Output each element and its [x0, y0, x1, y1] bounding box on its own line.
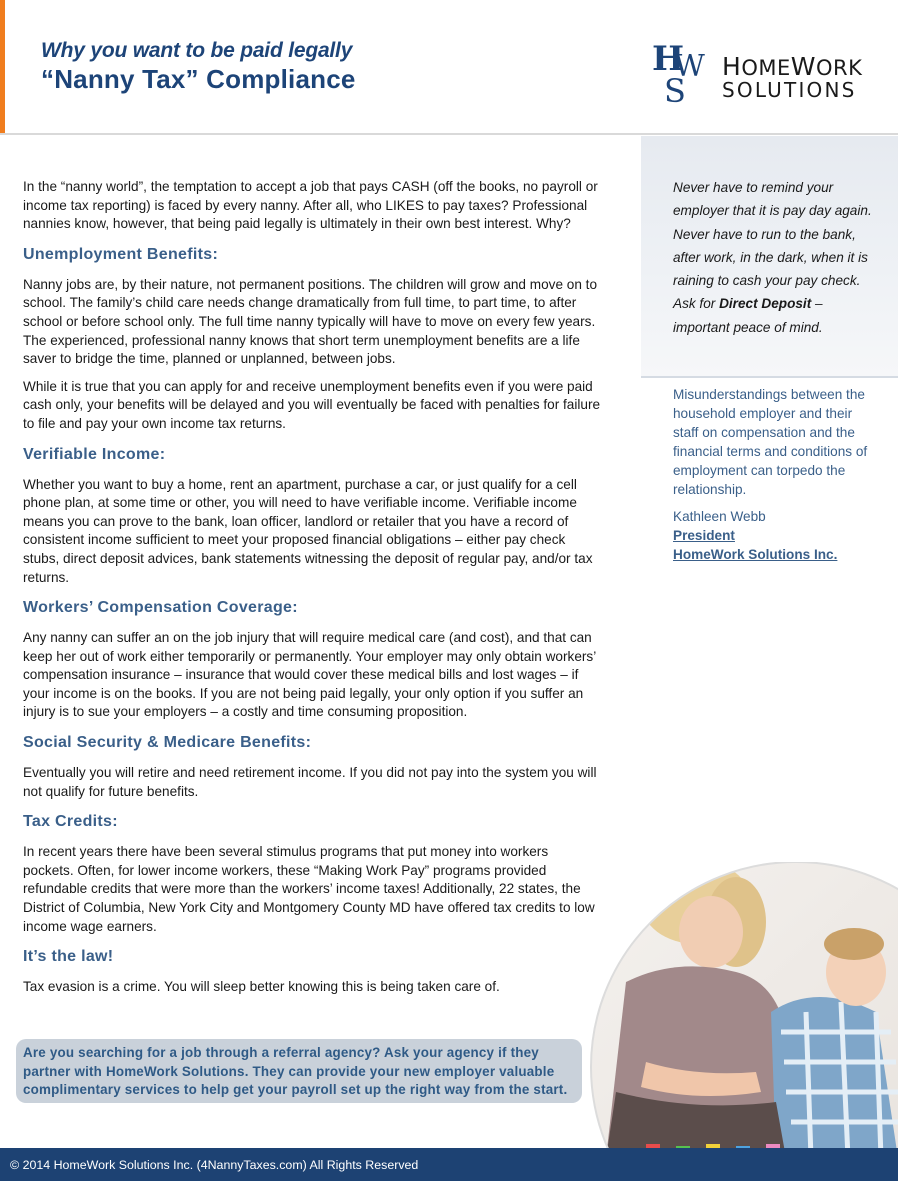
page-header: [0, 0, 898, 136]
paragraph-its-the-law: Tax evasion is a crime. You will sleep better knowing this is being taken care of.: [23, 979, 500, 995]
svg-text:H: H: [652, 40, 685, 79]
header-divider: [0, 133, 898, 135]
paragraph-verifiable-income: Whether you want to buy a home, rent an apartment, purchase a car, or just qualify for a cell phone plan, at some time or other, you will need to have verifiable income. Verifiable income means you can prove to the bank, loan officer, landlord or retailer that you have a record of consistent income sufficient to meet your proposed financial obligations – either pay check stubs, direct deposit advices, bank statements witnessing the deposit of regular pay, and/or tax returns.: [23, 476, 593, 585]
heading-workers-compensation: Workers’ Compensation Coverage:: [23, 599, 298, 617]
logo-wordmark-bottom: SOLUTIONS: [722, 78, 857, 102]
heading-social-security: Social Security & Medicare Benefits:: [23, 734, 312, 752]
page-footer: [0, 1148, 898, 1181]
paragraph-tax-credits: In recent years there have been several stimulus programs that put money into workers pockets. Often, for lower income workers, these “Making Work Pay” programs provided refundable credits that were more than the workers’ income taxes! Additionally, 22 states, the District of Columbia, New York City and Montgomery County MD have offered tax credits to low income wage earners.: [23, 844, 595, 934]
page-title: “Nanny Tax” Compliance: [41, 64, 356, 94]
paragraph-social-security: Eventually you will retire and need retirement income. If you did not pay into the system you will not qualify for future benefits.: [23, 765, 597, 799]
paragraph-unemployment-1: Nanny jobs are, by their nature, not permanent positions. The children will grow and move on to school. The family’s child care needs change dramatically from full time, to part time, to after school or before school only. The full time nanny typically will have to move on every few years. The experienced, professional nanny knows that short term unemployment benefits are a life saver to bridge the time, planned or unplanned, between jobs.: [23, 276, 598, 367]
sidebar-note: Misunderstandings between the household employer and their staff on compensation and the financial terms and conditions of employment can torpedo the relationship.: [673, 387, 868, 497]
callout-text: Are you searching for a job through a referral agency? Ask your agency if they partner with HomeWork Solutions. They can provide your new employer valuable complimentary services to help get your payroll set up the right way from the start.: [23, 1045, 568, 1098]
heading-its-the-law: It’s the law!: [23, 948, 114, 966]
page-subtitle: Why you want to be paid legally: [41, 39, 353, 62]
signature-company-link[interactable]: HomeWork Solutions Inc.: [673, 547, 838, 562]
nanny-child-photo: [586, 862, 898, 1158]
direct-deposit-quote: Never have to remind your employer that it is pay day again. Never have to run to the bank, after work, in the dark, when it is raining to cash your pay check. Ask for Direct Deposit – important peace of mind.: [673, 180, 872, 335]
signature-name: Kathleen Webb: [673, 509, 766, 524]
paragraph-unemployment-2: While it is true that you can apply for and receive unemployment benefits even if you were paid cash only, your benefits will be delayed and you will eventually be faced with penalties for failure to file and pay your own income tax returns.: [23, 378, 601, 431]
referral-agency-callout: [16, 1039, 582, 1103]
hsw-monogram-icon: [650, 40, 714, 104]
logo-wordmark-top: HOMEWORK: [722, 52, 863, 81]
heading-tax-credits: Tax Credits:: [23, 813, 118, 831]
paragraph-workers-compensation: Any nanny can suffer an on the job injury that will require medical care (and cost), and that can keep her out of work either temporarily or permanently. Your employer may only obtain workers’ compensation insurance – insurance that would cover these medical bills and lost wages – if your income is on the books. If you are not being paid legally, your only option if you suffer an injury is to sue your employers – a costly and time consuming proposition.: [23, 630, 596, 720]
heading-verifiable-income: Verifiable Income:: [23, 445, 166, 463]
header-accent-bar: [0, 0, 5, 133]
homework-solutions-logo: [650, 40, 870, 106]
intro-paragraph: In the “nanny world”, the temptation to accept a job that pays CASH (off the books, no payroll or income tax reporting) is faced by every nanny. After all, who LIKES to pay taxes? Professional nannies know, however, that being paid legally is ultimately in their own best interest. Why?: [23, 179, 598, 232]
svg-text:S: S: [664, 72, 686, 104]
signature-title-link[interactable]: President: [673, 528, 735, 543]
main-content: [23, 178, 601, 1006]
heading-unemployment-benefits: Unemployment Benefits:: [23, 245, 219, 263]
copyright-text: © 2014 HomeWork Solutions Inc. (4NannyTaxes.com) All Rights Reserved: [10, 1158, 419, 1172]
sidebar-divider: [641, 376, 898, 378]
svg-text:W: W: [674, 49, 705, 84]
direct-deposit-emphasis: Direct Deposit: [719, 296, 812, 312]
signature-block: [673, 507, 883, 564]
